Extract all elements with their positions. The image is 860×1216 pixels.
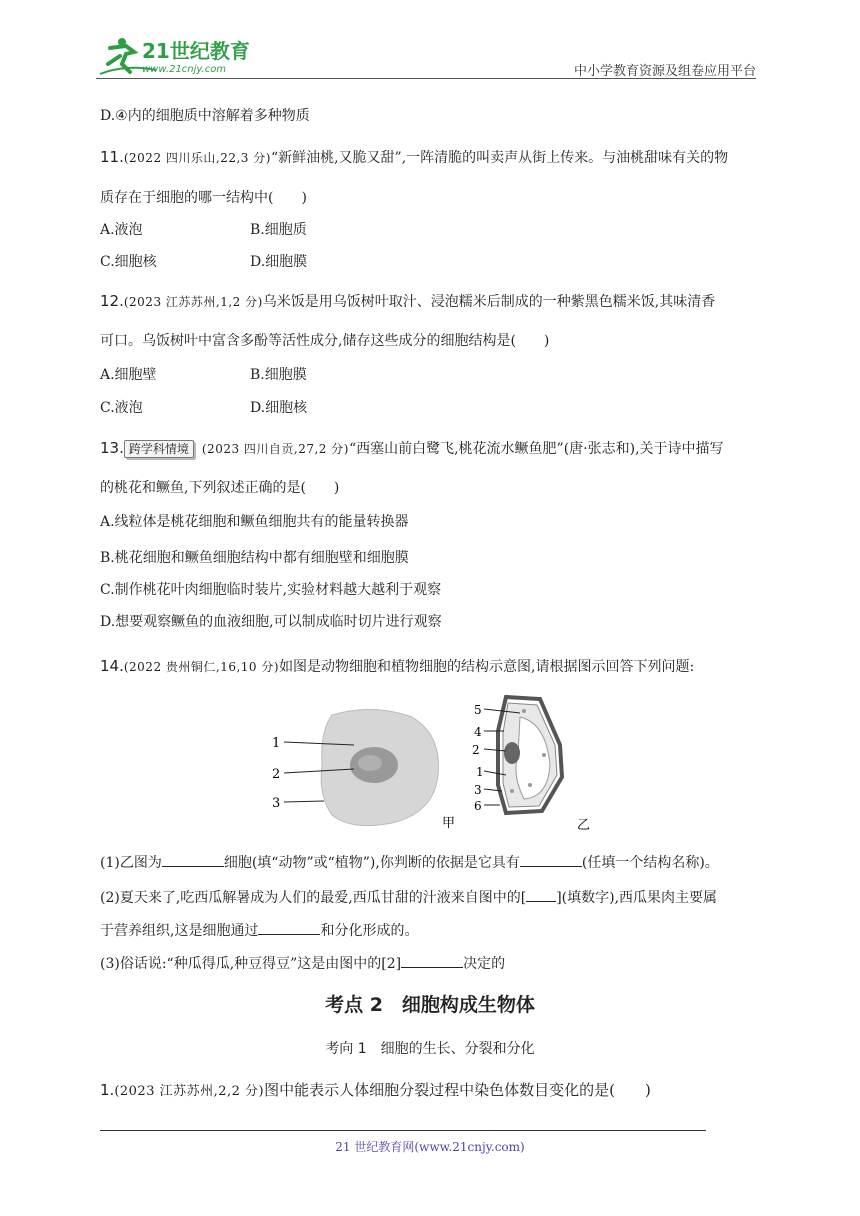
header-divider [96,78,756,79]
q14-part2-line1 [100,887,717,908]
plant-label-6: 6 [474,799,482,813]
q13-line1 [100,438,724,459]
q14-p3a: (3)俗话说:“种瓜得瓜,种豆得豆”这是由图中的[2] [100,956,402,972]
label-jia: 甲 [442,816,456,831]
q14-p2a: (2)夏天来了,吃西瓜解暑成为人们的最爱,西瓜甘甜的汁液来自图中的[ [100,890,527,906]
q14-part3 [100,953,505,974]
animal-cell [272,709,455,831]
plant-label-1: 1 [476,765,484,779]
plant-cell [472,697,590,833]
q11-line1 [100,147,728,168]
q1-line [100,1080,651,1102]
q14-p2d: 和分化形成的。 [320,923,419,939]
q14-source: (2022 贵州铜仁,16,10 分) [123,660,280,674]
q13-option-c: C.制作桃花叶肉细胞临时装片,实验材料越大越利于观察 [100,582,442,598]
section-title: 考点 2 细胞构成生物体 [325,994,535,1016]
site-logo [96,34,266,78]
q13-option-b: B.桃花细胞和鳜鱼细胞结构中都有细胞壁和细胞膜 [100,550,409,566]
q13-option-d: D.想要观察鳜鱼的血液细胞,可以制成临时切片进行观察 [100,614,442,630]
animal-label-2: 2 [272,767,281,782]
plant-label-4: 4 [474,725,482,739]
q12-option-b: B.细胞膜 [250,367,307,383]
q12-text1: 乌米饭是用乌饭树叶取汁、浸泡糯米后制成的一种紫黑色糯米饭,其味清香 [262,294,716,310]
q12-option-c: C.液泡 [100,400,143,416]
q12-option-d: D.细胞核 [250,400,308,416]
q14-p1b: 细胞(填“动物”或“植物”),你判断的依据是它具有 [223,855,520,871]
q13-option-a: A.线粒体是桃花细胞和鳜鱼细胞共有的能量转换器 [100,514,409,530]
q13-source: (2023 四川自贡,27,2 分) [201,442,349,456]
q13-line2: 的桃花和鳜鱼,下列叙述正确的是( ) [100,480,340,496]
cell-diagram [262,695,602,835]
q1-source: (2023 江苏苏州,2,2 分) [114,1084,265,1099]
answer-blank[interactable] [526,887,556,902]
q14-p1c: (任填一个结构名称)。 [581,855,719,871]
q13-number: 13. [100,439,124,457]
answer-blank[interactable] [258,920,320,935]
q10-option-d: D.④内的细胞质中溶解着多种物质 [100,108,310,124]
q11-text1: “新鲜油桃,又脆又甜”,一阵清脆的叫卖声从街上传来。与油桃甜味有关的物 [270,150,729,166]
q14-p3b: 决定的 [463,956,506,972]
q11-option-c: C.细胞核 [100,254,157,270]
footer-text: 21 世纪教育网(www.21cnjy.com) [335,1140,525,1154]
plant-label-3: 3 [474,783,482,797]
answer-blank[interactable] [401,953,463,968]
plant-nucleus [504,742,520,764]
answer-blank[interactable] [162,852,224,867]
q14-part1 [100,852,719,873]
q14-p2c: 于营养组织,这是细胞通过 [100,923,259,939]
q11-option-d: D.细胞膜 [250,254,308,270]
q14-p2b: ](填数字),西瓜果肉主要属 [556,890,718,906]
q11-option-a: A.液泡 [100,222,143,238]
q14-text1: 如图是动物细胞和植物细胞的结构示意图,请根据图示回答下列问题: [279,659,695,675]
q12-number: 12. [100,292,124,310]
animal-label-3: 3 [272,796,281,811]
q12-line2: 可口。乌饭树叶中富含多酚等活性成分,储存这些成分的细胞结构是( ) [100,333,550,349]
footer-divider [100,1130,706,1131]
logo-text: 21世纪教育 [142,39,250,63]
q11-number: 11. [100,148,124,166]
q12-option-a: A.细胞壁 [100,367,157,383]
cross-discipline-tag: 跨学科情境 [124,440,194,458]
label-yi: 乙 [577,818,591,833]
plant-label-5: 5 [474,703,482,717]
section-subtitle: 考向 1 细胞的生长、分裂和分化 [325,1041,535,1057]
q1-number: 1. [100,1081,115,1099]
q14-part2-line2 [100,920,418,941]
logo-url: www.21cnjy.com [142,64,227,75]
q11-option-b: B.细胞质 [250,222,307,238]
q14-p1a: (1)乙图为 [100,855,162,871]
answer-blank[interactable] [520,852,582,867]
plant-label-2: 2 [472,743,480,757]
q12-line1 [100,291,715,312]
q14-line1 [100,656,694,677]
q14-number: 14. [100,657,124,675]
q11-line2: 质存在于细胞的哪一结构中( ) [100,190,307,206]
q11-source: (2022 四川乐山,22,3 分) [123,151,271,165]
q13-text1: “西塞山前白鹭飞,桃花流水鳜鱼肥”(唐·张志和),关于诗中描写 [348,441,724,457]
header-platform-text: 中小学教育资源及组卷应用平台 [573,64,756,79]
q12-source: (2023 江苏苏州,1,2 分) [123,295,263,309]
q1-text: 图中能表示人体细胞分裂过程中染色体数目变化的是( ) [264,1081,651,1099]
animal-label-1: 1 [272,736,281,751]
